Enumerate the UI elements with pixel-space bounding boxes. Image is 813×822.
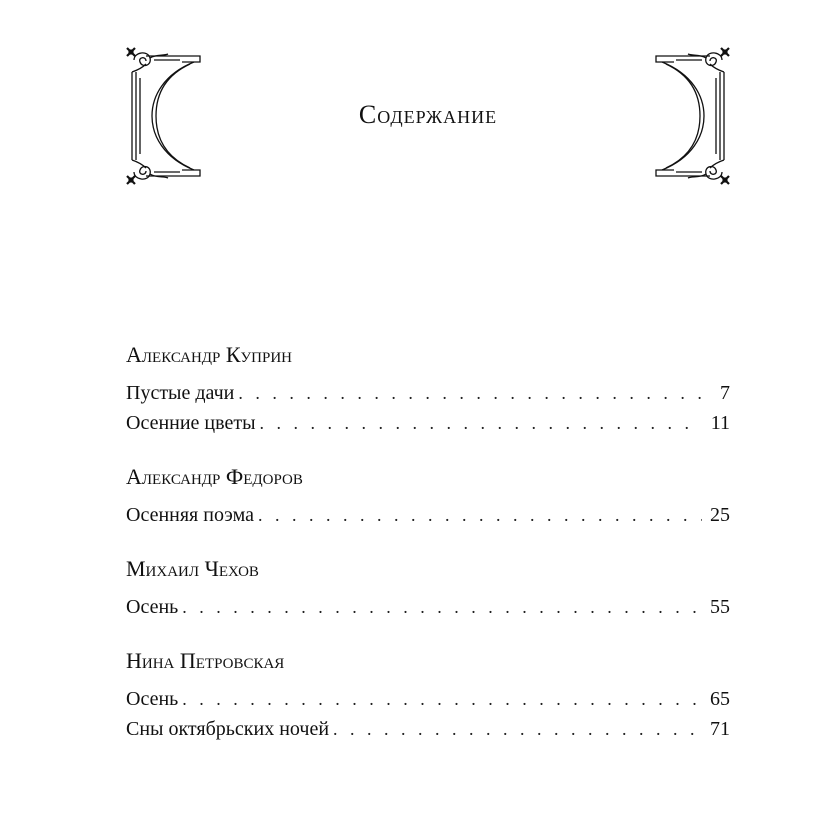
entry-page-number: 25 [710, 504, 730, 526]
dot-leader [333, 714, 702, 744]
toc-section [126, 342, 730, 438]
toc-section [126, 556, 730, 622]
section-author: Александр Куприн [126, 342, 292, 367]
dot-leader [260, 408, 702, 438]
toc-entry[interactable] [126, 500, 730, 530]
entry-page-number: 71 [710, 718, 730, 740]
entry-title: Осень [126, 688, 179, 710]
section-author: Нина Петровская [126, 648, 285, 673]
toc-section [126, 648, 730, 744]
entry-title: Осенние цветы [126, 412, 256, 434]
toc-section [126, 464, 730, 530]
page-title: Содержание [358, 100, 498, 129]
entry-page-number: 11 [710, 412, 730, 434]
table-of-contents [126, 342, 730, 744]
dot-leader [238, 378, 702, 408]
entry-page-number: 55 [710, 596, 730, 618]
entry-page-number: 7 [720, 382, 730, 404]
toc-entry[interactable] [126, 592, 730, 622]
toc-entry[interactable] [126, 684, 730, 714]
entry-title: Пустые дачи [126, 382, 235, 404]
toc-entry[interactable] [126, 378, 730, 408]
dot-leader [258, 500, 702, 530]
entry-page-number: 65 [710, 688, 730, 710]
entry-title: Осень [126, 596, 179, 618]
section-author: Михаил Чехов [126, 556, 259, 581]
toc-entry[interactable] [126, 408, 730, 438]
toc-entry[interactable] [126, 714, 730, 744]
entry-title: Осенняя поэма [126, 504, 254, 526]
section-author: Александр Федоров [126, 464, 303, 489]
entry-title: Сны октябрьских ночей [126, 718, 330, 740]
dot-leader [182, 592, 702, 622]
dot-leader [182, 684, 702, 714]
